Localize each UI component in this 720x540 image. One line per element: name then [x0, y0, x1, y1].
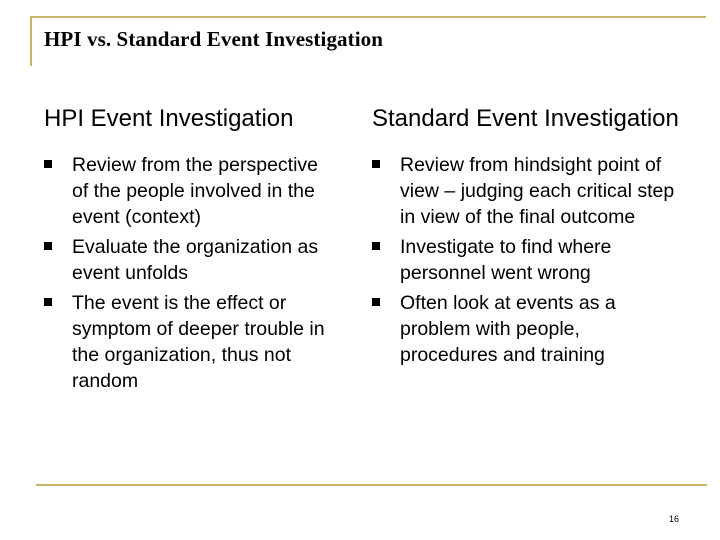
bullet-text: The event is the effect or symptom of deeper trouble in the organization, thus not random — [72, 292, 325, 392]
list-item — [372, 234, 682, 286]
standard-column — [372, 103, 682, 372]
hpi-column-heading: HPI Event Investigation — [44, 105, 294, 132]
bullet-text: Evaluate the organization as event unfolds — [72, 236, 319, 284]
list-item — [44, 234, 334, 286]
title-top-rule — [30, 16, 706, 18]
standard-column-heading: Standard Event Investigation — [372, 105, 679, 132]
slide-title: HPI vs. Standard Event Investigation — [44, 27, 384, 51]
hpi-column — [44, 103, 334, 398]
standard-bullet-list — [372, 152, 682, 368]
square-bullet-icon — [372, 160, 380, 168]
list-item — [372, 152, 682, 230]
footer-rule — [36, 484, 707, 486]
list-item — [44, 290, 334, 394]
square-bullet-icon — [372, 242, 380, 250]
list-item — [44, 152, 334, 230]
square-bullet-icon — [44, 298, 52, 306]
title-left-rule — [30, 16, 32, 66]
bullet-text: Review from hindsight point of view – judging each critical step in view of the final outcome — [400, 154, 675, 228]
bullet-text: Investigate to find where personnel went wrong — [400, 236, 612, 284]
page-number: 16 — [668, 514, 679, 524]
bullet-text: Often look at events as a problem with people, procedures and training — [400, 292, 616, 366]
hpi-bullet-list — [44, 152, 334, 394]
square-bullet-icon — [44, 242, 52, 250]
list-item — [372, 290, 682, 368]
square-bullet-icon — [44, 160, 52, 168]
square-bullet-icon — [372, 298, 380, 306]
bullet-text: Review from the perspective of the people involved in the event (context) — [72, 154, 319, 228]
